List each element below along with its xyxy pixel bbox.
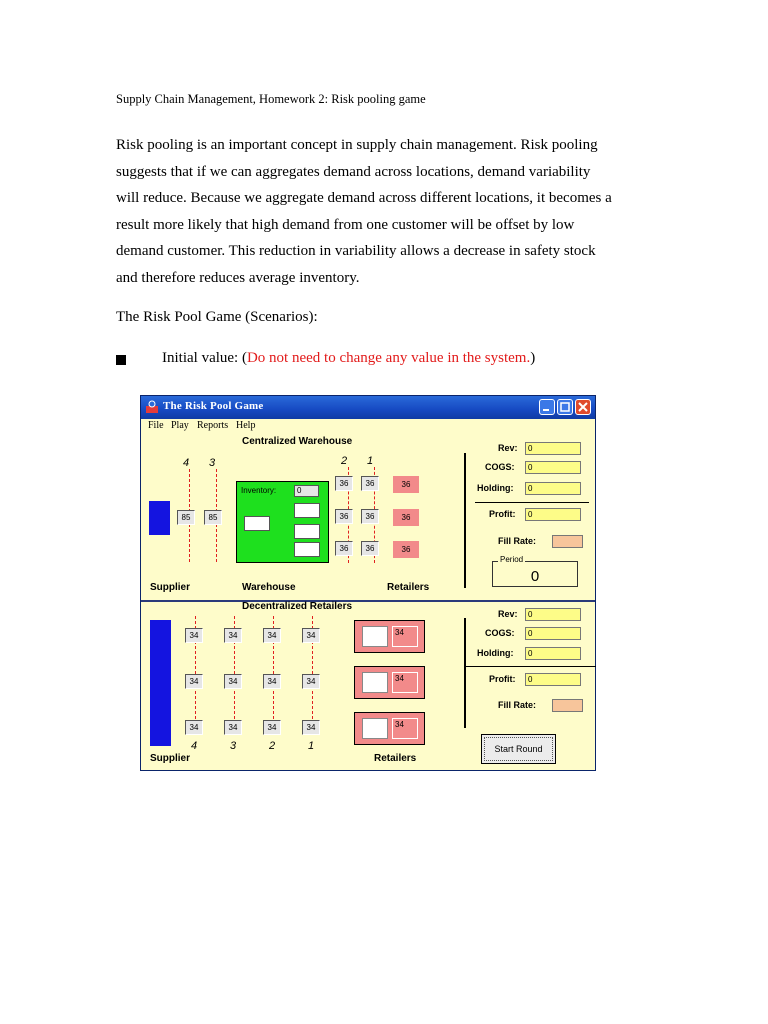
cogs-label: COGS:	[485, 628, 515, 638]
retailer-demand-box	[362, 626, 388, 647]
fill-rate-indicator	[552, 699, 583, 712]
pipeline-box: 34	[263, 628, 281, 643]
menu-help[interactable]: Help	[236, 420, 256, 431]
supplier-bar	[150, 620, 171, 746]
warehouse-label: Warehouse	[242, 582, 296, 593]
stats-separator	[466, 666, 596, 667]
holding-field: 0	[525, 647, 581, 660]
cogs-label: COGS:	[485, 462, 515, 472]
rev-field: 0	[525, 442, 581, 455]
paragraph-line: will reduce. Because we aggregate demand across different locations, it becomes a	[116, 190, 612, 206]
fill-rate-indicator	[552, 535, 583, 548]
document-header: Supply Chain Management, Homework 2: Risk pooling game	[116, 92, 426, 106]
start-round-button[interactable]: Start Round	[481, 734, 556, 764]
retailer-inventory: 34	[392, 718, 418, 739]
pipeline-box: 34	[185, 628, 203, 643]
retailer-frame	[354, 712, 425, 745]
warehouse	[236, 481, 329, 563]
supplier-pipeline-box: 85	[177, 510, 195, 525]
holding-label: Holding:	[477, 648, 514, 658]
holding-label: Holding:	[477, 483, 514, 493]
retailer-demand-box	[362, 718, 388, 739]
retailer-box: 36	[393, 541, 419, 558]
pipeline-box: 36	[335, 509, 353, 524]
cogs-field: 0	[525, 461, 581, 474]
stage-number: 2	[341, 455, 348, 467]
retailers-label: Retailers	[374, 753, 417, 764]
retailer-demand-box	[362, 672, 388, 693]
holding-field: 0	[525, 482, 581, 495]
stage-number: 1	[308, 740, 315, 752]
retailer-box: 36	[393, 509, 419, 526]
menu-reports[interactable]: Reports	[197, 420, 229, 431]
close-button[interactable]	[575, 399, 591, 415]
title-bar[interactable]	[141, 396, 595, 419]
panel-separator	[141, 600, 595, 602]
stage-number: 1	[367, 455, 374, 467]
square-bullet-icon	[116, 355, 126, 365]
period-label: Period	[500, 555, 524, 564]
minimize-icon	[540, 400, 554, 414]
fill-rate-label: Fill Rate:	[498, 700, 537, 710]
bullet-text	[162, 350, 535, 367]
stage-number: 3	[230, 740, 237, 752]
pipeline-box: 34	[185, 720, 203, 735]
pipeline-box: 34	[302, 720, 320, 735]
warehouse-order-box	[244, 516, 270, 531]
rev-field: 0	[525, 608, 581, 621]
stage-number: 3	[209, 457, 216, 469]
profit-field: 0	[525, 673, 581, 686]
pipeline-box: 34	[224, 720, 242, 735]
maximize-button[interactable]	[557, 399, 573, 415]
menu-play[interactable]: Play	[171, 420, 189, 431]
pipeline-box: 36	[361, 476, 379, 491]
pipeline-box: 34	[185, 674, 203, 689]
bullet-highlight: Do not need to change any value in the system.	[246, 350, 531, 366]
maximize-icon	[558, 400, 572, 414]
supplier-label: Supplier	[150, 582, 191, 593]
inventory-label: Inventory:	[241, 486, 277, 495]
stats-divider	[464, 618, 466, 728]
profit-label: Profit:	[489, 509, 516, 519]
menu-file[interactable]: File	[148, 420, 164, 431]
retailer-inventory: 34	[392, 672, 418, 693]
bullet-prefix: Initial value: (	[162, 350, 247, 366]
minimize-button[interactable]	[539, 399, 555, 415]
pipeline-box: 36	[335, 541, 353, 556]
bullet-suffix: )	[530, 350, 536, 366]
stats-separator	[475, 502, 589, 503]
retailer-box: 36	[393, 476, 419, 493]
pipeline-box: 34	[263, 674, 281, 689]
pipeline-box: 34	[224, 674, 242, 689]
warehouse-ship-box	[294, 542, 320, 557]
risk-pool-game-window	[140, 395, 596, 771]
stage-number: 2	[269, 740, 276, 752]
warehouse-ship-box	[294, 524, 320, 539]
stage-number: 4	[183, 457, 190, 469]
pipeline-box: 34	[224, 628, 242, 643]
rev-label: Rev:	[498, 609, 518, 619]
fill-rate-label: Fill Rate:	[498, 536, 537, 546]
period-box	[492, 555, 578, 587]
app-icon	[145, 400, 159, 414]
profit-field: 0	[525, 508, 581, 521]
paragraph-line: suggests that if we can aggregates demand across locations, demand variability	[116, 163, 591, 180]
stats-divider	[464, 453, 466, 588]
supplier-label: Supplier	[150, 753, 191, 764]
retailer-frame	[354, 620, 425, 653]
pipeline-box: 34	[302, 628, 320, 643]
paragraph-line: demand customer. This reduction in variability allows a decrease in safety stock	[116, 243, 596, 259]
paragraph-line: and therefore reduces average inventory.	[116, 269, 360, 286]
pipeline-box: 36	[361, 541, 379, 556]
menu-bar	[141, 419, 595, 433]
retailer-frame	[354, 666, 425, 699]
cogs-field: 0	[525, 627, 581, 640]
window-title: The Risk Pool Game	[163, 400, 264, 412]
inventory-value: 0	[294, 485, 319, 497]
scenarios-heading: The Risk Pool Game (Scenarios):	[116, 309, 318, 325]
close-icon	[576, 400, 590, 414]
stage-number: 4	[191, 740, 198, 752]
period-value: 0	[530, 568, 540, 585]
supplier-pipeline-box: 85	[204, 510, 222, 525]
decentralized-title: Decentralized Retailers	[242, 601, 353, 612]
pipeline-box: 36	[361, 509, 379, 524]
retailers-label: Retailers	[387, 582, 430, 593]
pipeline-box: 34	[263, 720, 281, 735]
paragraph-line: Risk pooling is an important concept in supply chain management. Risk pooling	[116, 137, 598, 153]
warehouse-ship-box	[294, 503, 320, 518]
intro-paragraph	[116, 132, 646, 291]
paragraph-line: result more likely that high demand from one customer will be offset by low	[116, 216, 575, 233]
supplier-bar	[149, 501, 170, 535]
centralized-title: Centralized Warehouse	[242, 436, 353, 447]
profit-label: Profit:	[489, 674, 516, 684]
rev-label: Rev:	[498, 443, 518, 453]
pipeline-box: 34	[302, 674, 320, 689]
retailer-inventory: 34	[392, 626, 418, 647]
pipeline-box: 36	[335, 476, 353, 491]
